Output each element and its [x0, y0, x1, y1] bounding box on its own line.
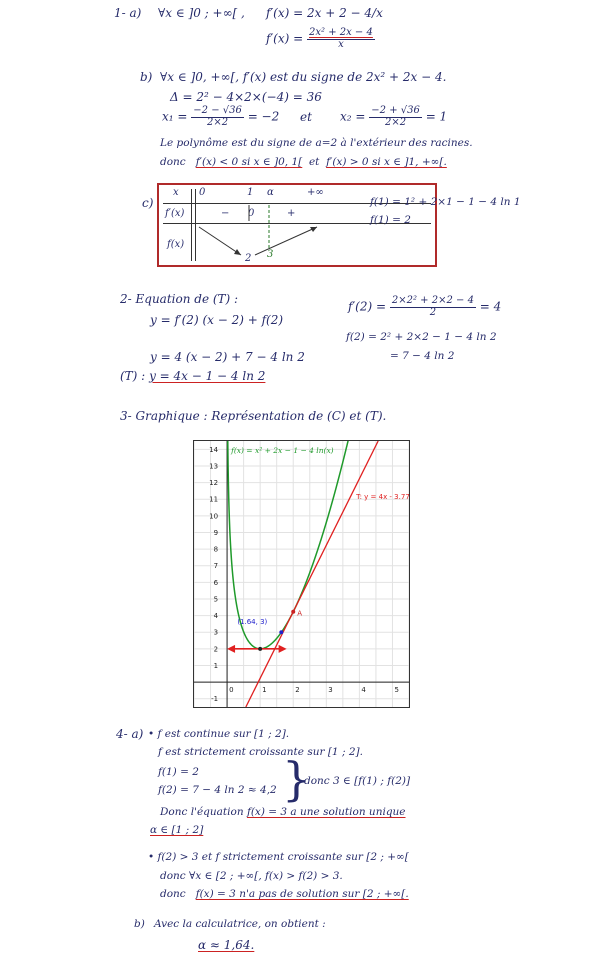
q1b-delta: Δ = 2² − 4×2×(−4) = 36	[170, 90, 322, 104]
q1b-polynome: Le polynôme est du signe de a=2 à l'extérieur des racines.	[160, 137, 473, 149]
table-fp-plus: +	[287, 208, 296, 219]
q1b-line1: ∀x ∈ ]0, +∞[, f′(x) est du signe de 2x² + 2x − 4.	[160, 70, 447, 84]
tangent-legend: T: y = 4x - 3.77	[356, 493, 409, 502]
graph-point	[291, 610, 295, 614]
y-tick-label: 3	[213, 628, 219, 637]
q4a-brace: }	[282, 752, 312, 806]
y-tick-label: -1	[211, 695, 219, 704]
y-tick-label: 6	[213, 578, 219, 587]
y-tick-label: 4	[213, 612, 219, 621]
q4a-line1: • f est continue sur [1 ; 2].	[148, 728, 290, 740]
q2-eq1: y = f′(2) (x − 2) + f(2)	[150, 313, 284, 327]
function-graph	[193, 440, 410, 708]
table-fp-minus: −	[221, 208, 230, 219]
table-f-min: 2	[245, 253, 252, 264]
table-fp-zero: 0	[248, 208, 255, 219]
q1b-x1: x₁ = $\frac{-2 - √36}{2\times 2}$ = −2	[162, 105, 280, 128]
q1b-et: et	[300, 110, 312, 124]
table-f-three: 3	[267, 249, 274, 260]
y-tick-label: 14	[209, 445, 219, 454]
table-x-head: x	[173, 187, 179, 198]
table-x-0: 0	[199, 187, 206, 198]
y-tick-label: 7	[213, 562, 219, 571]
q4c-line2: α ≈ 1,64.	[198, 938, 255, 952]
q4c-label: b)	[134, 918, 145, 930]
graph-point	[279, 630, 283, 634]
graph-point-label: (1.64, 3)	[237, 618, 268, 627]
q4a-label: 4- a)	[116, 727, 144, 741]
q1b-label: b)	[140, 70, 153, 84]
arrow-head-left	[227, 645, 235, 653]
y-tick-label: 2	[213, 645, 219, 654]
q4a-line3: f(1) = 2	[158, 766, 199, 778]
y-tick-label: 8	[213, 545, 219, 554]
q2-eq2: y = 4 (x − 2) + 7 − 4 ln 2	[150, 350, 305, 364]
curve-legend: f(x) = x² + 2x − 1 − 4 ln(x)	[231, 446, 334, 455]
y-tick-label: 10	[209, 512, 219, 521]
y-tick-label: 11	[209, 495, 219, 504]
q1a-domain: ∀x ∈ ]0 ; +∞[ ,	[158, 6, 245, 20]
q4a-line2: f est strictement croissante sur [1 ; 2].	[158, 746, 363, 758]
q4c-line1: Avec la calculatrice, on obtient :	[154, 918, 326, 930]
x-tick-label: 1	[262, 686, 267, 695]
q1c-side1: f(1) = 1² + 2×1 − 1 − 4 ln 1	[370, 196, 521, 208]
graph-point-label: A	[297, 609, 303, 618]
q1a-label: 1- a)	[114, 6, 142, 20]
q2-f2-line1: f(2) = 2² + 2×2 − 1 − 4 ln 2	[346, 331, 497, 343]
q4a-line6: α ∈ [1 ; 2]	[150, 824, 204, 836]
y-tick-label: 9	[213, 528, 219, 537]
q4b-line3: donc f(x) = 3 n'a pas de solution sur [2 ; +∞[.	[160, 888, 409, 900]
q3-title: 3- Graphique : Représentation de (C) et (T).	[120, 409, 387, 423]
q2-eq3: (T) : y = 4x − 1 − 4 ln 2	[120, 369, 266, 383]
x-tick-label: 5	[394, 686, 399, 695]
y-tick-label: 1	[213, 661, 219, 670]
q4a-line5: Donc l'équation f(x) = 3 a une solution unique	[160, 806, 406, 818]
q1a-derivative: f′(x) = 2x + 2 − 4/x	[266, 6, 383, 20]
q1c-side2: f(1) = 2	[370, 214, 411, 226]
q4b-line2: donc ∀x ∈ [2 ; +∞[, f(x) > f(2) > 3.	[160, 870, 343, 882]
q4a-donc: donc 3 ∈ [f(1) ; f(2)]	[304, 775, 411, 787]
y-tick-label: 12	[209, 479, 219, 488]
q1a-derivative-result	[266, 28, 375, 50]
y-tick-label: 5	[213, 595, 219, 604]
q4a-line4: f(2) = 7 − 4 ln 2 ≈ 4,2	[158, 784, 277, 796]
q2-title: 2- Equation de (T) :	[120, 292, 239, 306]
table-x-inf: +∞	[307, 187, 324, 198]
q1a-result-fraction: $\frac{\text{2x² + 2x − 4}}{x}$	[309, 27, 373, 50]
graph-svg	[194, 441, 409, 707]
arrow-head-right	[279, 645, 287, 653]
q1a-result-lhs: f′(x) =	[266, 31, 304, 46]
y-tick-label: 13	[209, 462, 219, 471]
table-fp-head: f′(x)	[165, 208, 185, 219]
table-f-head: f(x)	[167, 239, 185, 250]
q2-fprime2: f′(2) = $\frac{\text{2×2² + 2×2 − 4}}{2}$ = 4	[348, 295, 502, 318]
x-tick-label: 0	[229, 686, 234, 695]
q1c-label: c)	[142, 196, 154, 210]
q1b-conclusion: donc f′(x) < 0 si x ∈ ]0, 1[ et f′(x) > 0 si x ∈ ]1, +∞[.	[160, 156, 447, 168]
q1b-x2: x₂ = $\frac{-2 + √36}{2\times 2}$ = 1	[340, 105, 448, 128]
q4b-line1: • f(2) > 3 et f strictement croissante sur [2 ; +∞[	[148, 851, 409, 863]
x-tick-label: 4	[361, 686, 366, 695]
graph-point	[258, 647, 262, 651]
x-tick-label: 3	[328, 686, 333, 695]
q2-f2-line2: = 7 − 4 ln 2	[390, 350, 455, 362]
table-x-alpha: α	[267, 187, 274, 198]
table-x-1: 1	[247, 187, 254, 198]
x-tick-label: 2	[295, 686, 300, 695]
tangent-line-t	[246, 441, 378, 707]
